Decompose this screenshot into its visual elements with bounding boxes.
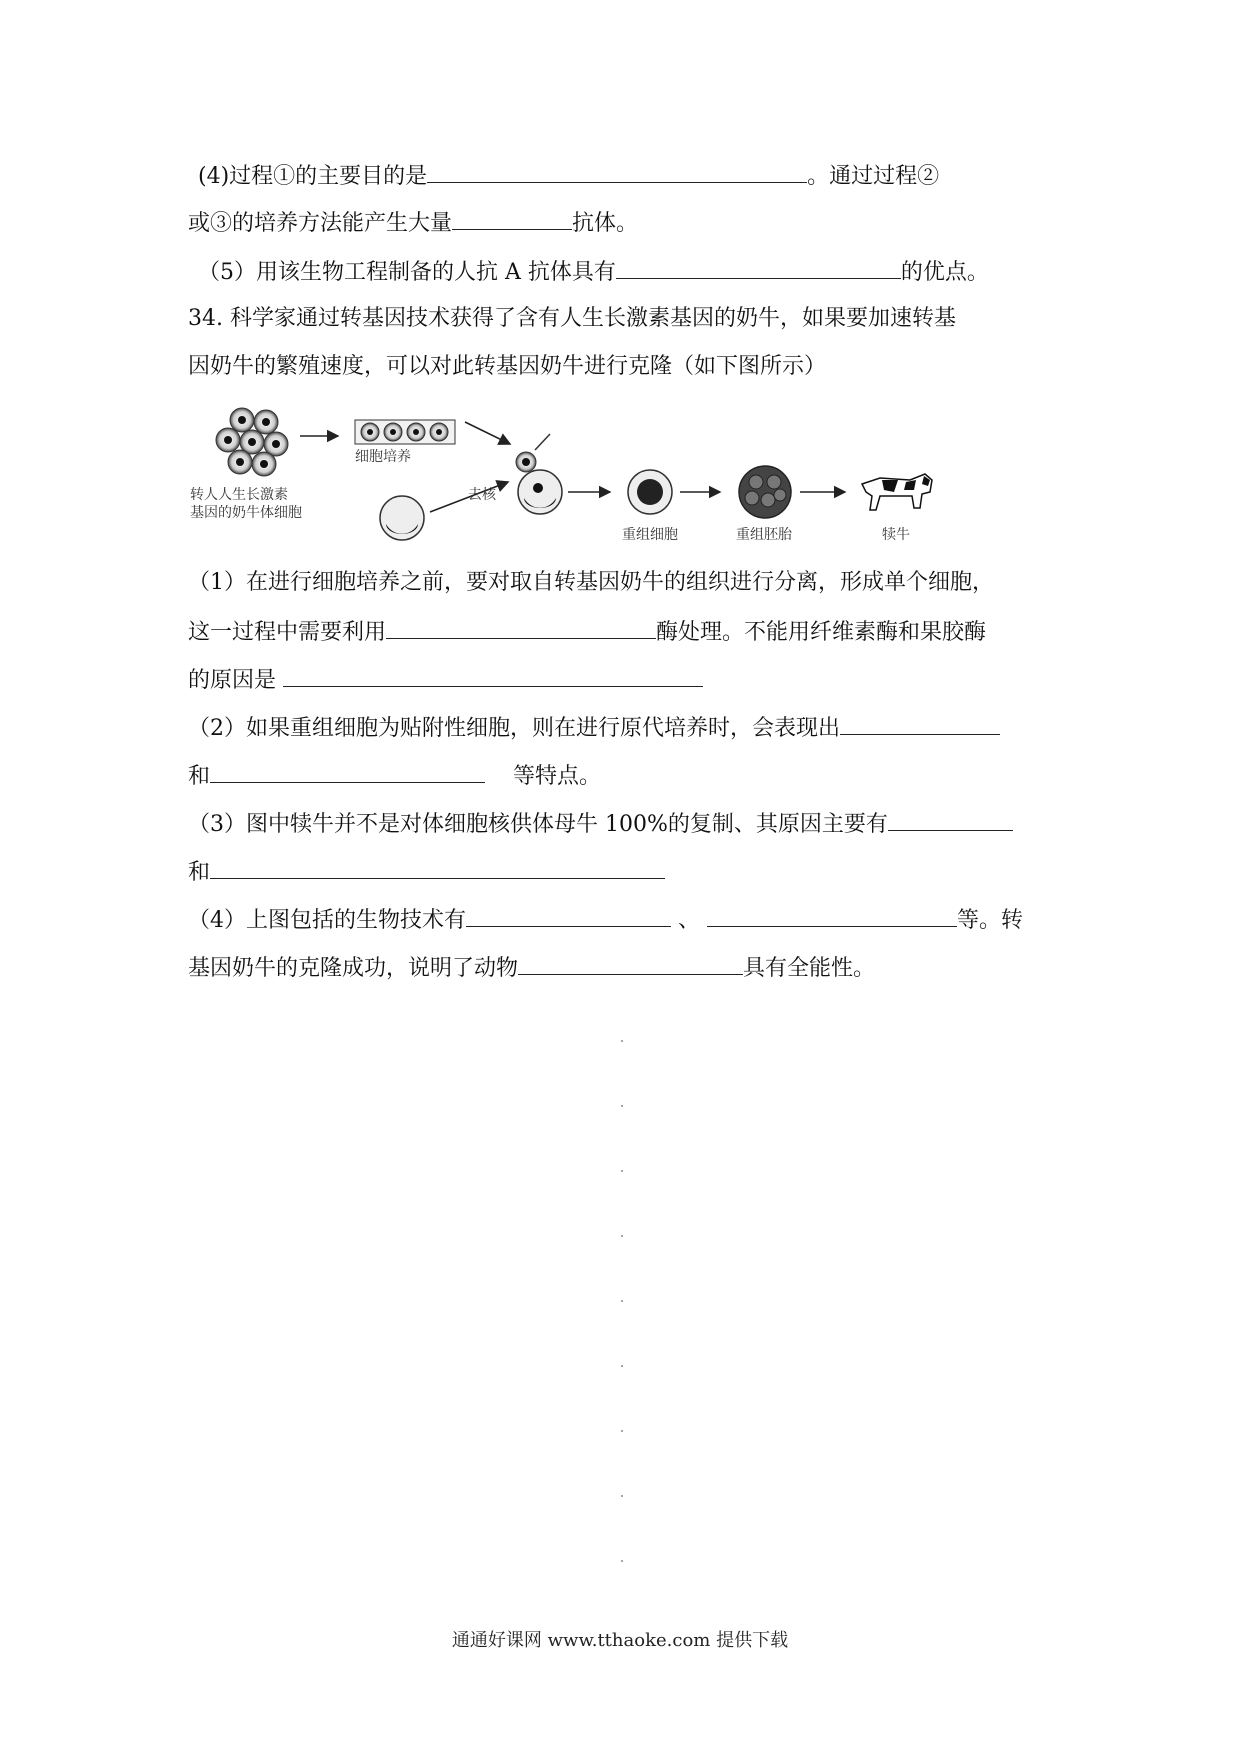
s1-line3 bbox=[188, 664, 703, 696]
q4-line2 bbox=[188, 207, 638, 239]
s4-text-e: 具有全能性。 bbox=[743, 956, 876, 981]
q4-blank-1[interactable] bbox=[427, 160, 807, 183]
s4-blank-3[interactable] bbox=[518, 952, 743, 975]
s2-line2 bbox=[188, 760, 601, 792]
page-footer: 通通好课网 www.tthaoke.com 提供下载 bbox=[451, 1630, 789, 1651]
q4-text-3: 或③的培养方法能产生大量 bbox=[188, 211, 453, 236]
q4-text-1: (4)过程①的主要目的是 bbox=[198, 164, 428, 189]
scan-dot bbox=[621, 1495, 623, 1497]
culture-dish bbox=[355, 420, 455, 444]
scan-dot bbox=[621, 1365, 623, 1367]
s3-text-a: （3）图中犊牛并不是对体细胞核供体母牛 100%的复制、其原因主要有 bbox=[188, 812, 888, 837]
scan-dot bbox=[621, 1560, 623, 1562]
q4-blank-2[interactable] bbox=[452, 207, 572, 230]
scan-dot bbox=[621, 1430, 623, 1432]
label-source-line2: 基因的奶牛体细胞 bbox=[190, 505, 302, 521]
s2-blank-2[interactable] bbox=[210, 760, 485, 783]
s3-blank-2[interactable] bbox=[210, 856, 665, 879]
s4-text-d: 基因奶牛的克隆成功，说明了动物 bbox=[188, 956, 519, 981]
calf-icon bbox=[862, 474, 932, 510]
s2-blank-1[interactable] bbox=[840, 712, 1000, 735]
q5-text-1: （5）用该生物工程制备的人抗 A 抗体具有 bbox=[198, 260, 616, 285]
scan-dot bbox=[621, 1170, 623, 1172]
s4-text-c: 等。转 bbox=[957, 908, 1024, 933]
s1-text-a: 这一过程中需要利用 bbox=[188, 620, 387, 645]
s4-line1 bbox=[188, 904, 1023, 936]
s1-line2 bbox=[188, 616, 986, 648]
s2-text-c: 等特点。 bbox=[513, 764, 602, 789]
scan-dot bbox=[621, 1235, 623, 1237]
scan-dot bbox=[621, 1105, 623, 1107]
isolated-cell bbox=[516, 434, 550, 472]
label-calf: 犊牛 bbox=[882, 527, 910, 543]
q4-text-4: 抗体。 bbox=[572, 211, 639, 236]
q4-line1 bbox=[198, 160, 939, 192]
q5-text-2: 的优点。 bbox=[900, 260, 989, 285]
q4-text-2: 。通过过程② bbox=[807, 164, 940, 189]
label-recombined-cell: 重组细胞 bbox=[622, 527, 678, 543]
label-cell-culture: 细胞培养 bbox=[355, 449, 411, 465]
q34-stem-line1: 34. 科学家通过转基因技术获得了含有人生长激素基因的奶牛，如果要加速转基 bbox=[188, 306, 956, 331]
s2-line1 bbox=[188, 712, 1000, 744]
recombined-cell bbox=[628, 470, 672, 514]
s1-blank-1[interactable] bbox=[386, 616, 656, 639]
oocyte-cell bbox=[380, 496, 424, 540]
q5-line bbox=[198, 256, 989, 288]
s4-blank-2[interactable] bbox=[707, 904, 957, 927]
s1-blank-2[interactable] bbox=[283, 664, 703, 687]
q5-blank[interactable] bbox=[616, 256, 901, 279]
s4-blank-1[interactable] bbox=[466, 904, 671, 927]
q34-stem-line2: 因奶牛的繁殖速度，可以对此转基因奶牛进行克隆（如下图所示） bbox=[188, 354, 827, 379]
s2-text-a: （2）如果重组细胞为贴附性细胞，则在进行原代培养时，会表现出 bbox=[188, 716, 840, 741]
s3-text-b: 和 bbox=[188, 860, 211, 885]
s3-line2 bbox=[188, 856, 665, 888]
label-recombined-embryo: 重组胚胎 bbox=[736, 527, 792, 543]
somatic-cell-cluster bbox=[216, 408, 288, 476]
scan-dot bbox=[621, 1300, 623, 1302]
s1-text-b: 酶处理。不能用纤维素酶和果胶酶 bbox=[656, 620, 987, 645]
fusion-cell bbox=[518, 470, 562, 514]
s1-text-c: 的原因是 bbox=[188, 668, 277, 693]
s3-blank-1[interactable] bbox=[888, 808, 1013, 831]
s2-text-b: 和 bbox=[188, 764, 211, 789]
label-source-line1: 转人人生长激素 bbox=[190, 487, 288, 503]
label-enucleate: 去核 bbox=[468, 487, 496, 503]
s4-line2 bbox=[188, 952, 875, 984]
s4-text-a: （4）上图包括的生物技术有 bbox=[188, 908, 466, 933]
scan-dot bbox=[621, 1040, 623, 1042]
recombined-embryo bbox=[739, 466, 791, 518]
s3-line1 bbox=[188, 808, 1013, 840]
cloning-figure bbox=[190, 400, 1010, 550]
s4-text-b: 、 bbox=[678, 908, 701, 933]
s1-line1: （1）在进行细胞培养之前，要对取自转基因奶牛的组织进行分离，形成单个细胞， bbox=[188, 570, 994, 595]
